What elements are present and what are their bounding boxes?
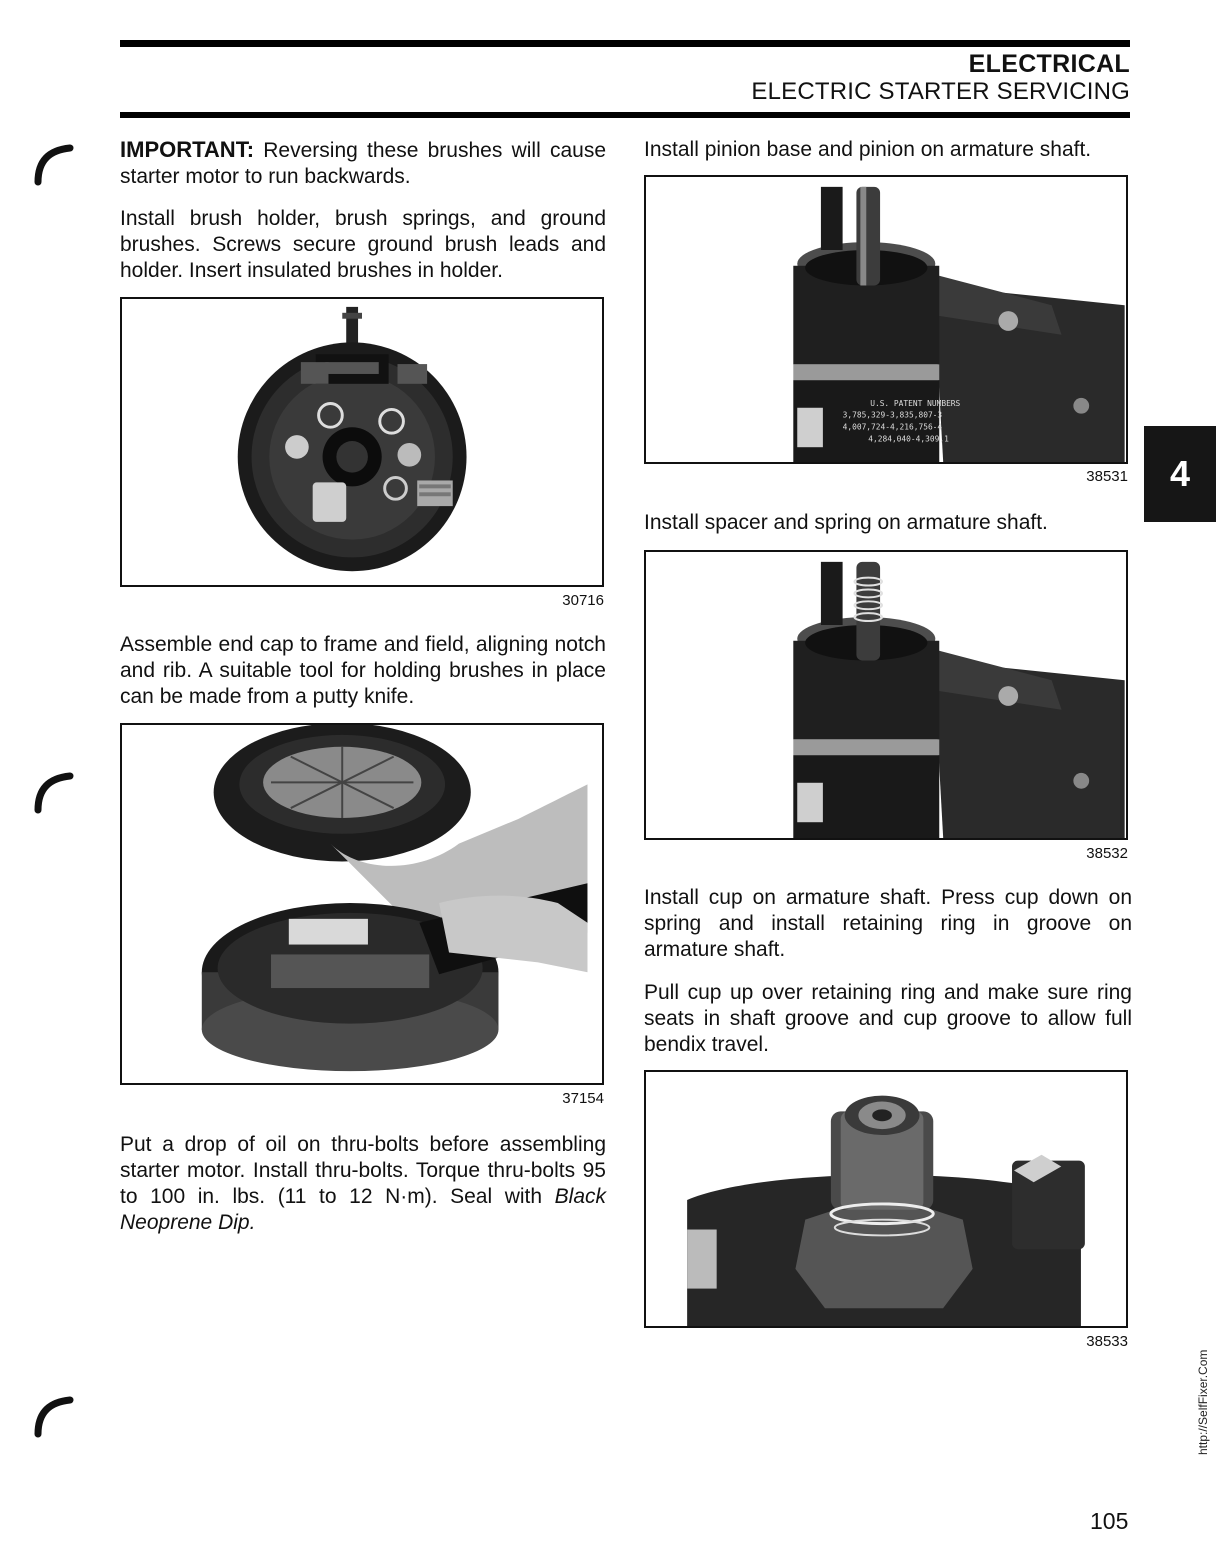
binder-hole-mark xyxy=(30,1392,80,1442)
end-cap-illustration xyxy=(122,725,602,1083)
figure-cup-retaining-ring-photo xyxy=(644,1070,1128,1328)
binder-hole-mark xyxy=(30,768,80,818)
binder-hole-mark xyxy=(30,140,80,190)
spacer-spring-instruction: Install spacer and spring on armature shaft. xyxy=(644,511,1048,534)
header-top-rule xyxy=(120,40,1130,47)
cup-retaining-ring-illustration xyxy=(646,1072,1126,1326)
figure-number: 30716 xyxy=(562,592,604,609)
thru-bolts-instruction xyxy=(120,1132,606,1236)
spacer-spring-illustration xyxy=(646,552,1126,838)
neoprene-dip-product: Black Neoprene Dip. xyxy=(120,1185,606,1234)
retaining-ring-instruction: Pull cup up over retaining ring and make sure ring seats in shaft groove and cup groove to allow full bendix travel. xyxy=(644,981,1132,1056)
motor-label-line-2: 3,785,329-3,835,807-3 xyxy=(842,410,943,420)
watermark-url: http://SelfFixer.Com xyxy=(1196,1349,1210,1455)
header-bottom-rule xyxy=(120,112,1130,118)
page-number: 105 xyxy=(1090,1508,1129,1534)
motor-label-line-1: U.S. PATENT NUMBERS xyxy=(870,398,961,408)
figure-pinion-photo xyxy=(644,175,1128,464)
brush-holder-instruction: Install brush holder, brush springs, and ground brushes. Screws secure ground brush leads and holder. Insert insulated brushes in holder. xyxy=(120,207,606,282)
section-title: ELECTRICAL xyxy=(968,50,1130,78)
motor-label-line-4: 4,284,040-4,309,1 xyxy=(868,434,949,444)
brush-holder-illustration xyxy=(122,299,602,585)
important-text: Reversing these brushes will cause starter motor to run backwards. xyxy=(120,139,606,188)
figure-number: 38532 xyxy=(1086,845,1128,862)
motor-label-line-3: 4,007,724-4,216,756-4 xyxy=(842,422,943,432)
figure-number: 38533 xyxy=(1086,1333,1128,1350)
figure-end-cap-assembly-photo xyxy=(120,723,604,1085)
cup-instruction: Install cup on armature shaft. Press cup down on spring and install retaining ring in groove on armature shaft. xyxy=(644,886,1132,961)
figure-brush-holder-photo xyxy=(120,297,604,587)
chapter-tab: 4 xyxy=(1144,426,1216,522)
figure-number: 37154 xyxy=(562,1090,604,1107)
important-note xyxy=(120,137,606,190)
figure-spacer-spring-photo xyxy=(644,550,1128,840)
pinion-instruction: Install pinion base and pinion on armature shaft. xyxy=(644,138,1092,161)
important-label: IMPORTANT: xyxy=(120,137,255,162)
thru-bolts-text: Put a drop of oil on thru-bolts before assembling starter motor. Install thru-bolts. Torque thru-bolts 95 to 100 in. lbs. (11 to 12 N·m). Seal with xyxy=(120,1133,606,1208)
figure-number: 38531 xyxy=(1086,468,1128,485)
end-cap-instruction: Assemble end cap to frame and field, aligning notch and rib. A suitable tool for holding brushes in place can be made from a putty knife. xyxy=(120,633,606,708)
subsection-title: ELECTRIC STARTER SERVICING xyxy=(751,78,1130,105)
pinion-illustration xyxy=(646,177,1126,462)
